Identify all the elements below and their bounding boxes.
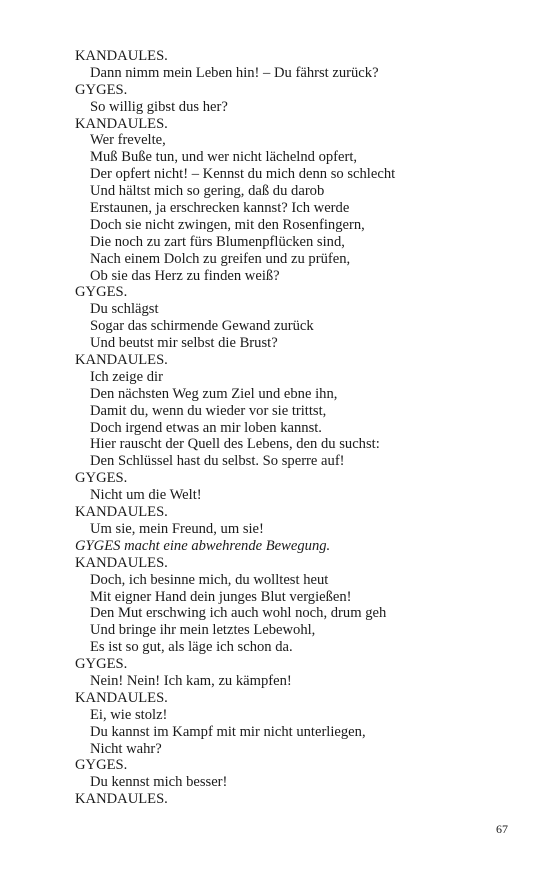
verse-line: Den Mut erschwing ich auch wohl noch, drum geh — [90, 605, 387, 622]
speaker-name: GYGES. — [75, 656, 128, 673]
verse-line: Nein! Nein! Ich kam, zu kämpfen! — [90, 672, 292, 689]
verse-line: Nach einem Dolch zu greifen und zu prüfen, — [90, 250, 351, 267]
speaker-name: GYGES. — [75, 757, 128, 774]
stage-direction: macht eine abwehrende Bewegung. — [124, 537, 331, 554]
verse-line: Nicht um die Welt! — [90, 487, 202, 504]
verse-line: Dann nimm mein Leben hin! – Du fährst zurück? — [90, 64, 379, 81]
speaker-name: KANDAULES. — [75, 689, 168, 706]
verse-line: Hier rauscht der Quell des Lebens, den du suchst: — [90, 436, 380, 453]
speaker-name: GYGES — [75, 537, 121, 554]
verse-line: Den Schlüssel hast du selbst. So sperre auf! — [90, 453, 345, 470]
speaker-name: GYGES. — [75, 284, 128, 301]
verse-line: Ob sie das Herz zu finden weiß? — [90, 267, 280, 284]
speaker-name: KANDAULES. — [75, 115, 168, 132]
speaker-name: GYGES. — [75, 470, 128, 487]
verse-line: Nicht wahr? — [90, 740, 162, 757]
verse-line: Erstaunen, ja erschrecken kannst? Ich werde — [90, 200, 350, 217]
verse-line: Den nächsten Weg zum Ziel und ebne ihn, — [90, 385, 338, 402]
verse-line: Du kennst mich besser! — [90, 774, 228, 791]
verse-line: Ei, wie stolz! — [90, 706, 168, 723]
stage-direction-line — [75, 538, 515, 555]
verse-line: Doch, ich besinne mich, du wolltest heut — [90, 571, 329, 588]
verse-line: Doch sie nicht zwingen, mit den Rosenfingern, — [90, 216, 365, 233]
verse-line: Du kannst im Kampf mit mir nicht unterliegen, — [90, 723, 366, 740]
verse-line: Du schlägst — [90, 301, 159, 318]
speaker-name: KANDAULES. — [75, 791, 168, 808]
speaker-name: KANDAULES. — [75, 48, 168, 64]
speaker-name: KANDAULES. — [75, 352, 168, 369]
verse-line: So willig gibst dus her? — [90, 98, 228, 115]
verse-line: Mit eigner Hand dein junges Blut vergießen! — [90, 588, 352, 605]
verse-line: Ich zeige dir — [90, 368, 163, 385]
verse-line: Und hältst mich so gering, daß du darob — [90, 183, 325, 200]
speaker-name: GYGES. — [75, 81, 128, 98]
verse-line: Wer frevelte, — [90, 132, 166, 149]
verse-line: Und bringe ihr mein letztes Lebewohl, — [90, 622, 316, 639]
drama-text — [75, 48, 515, 808]
verse-line: Der opfert nicht! – Kennst du mich denn so schlecht — [90, 166, 396, 183]
verse-line: Sogar das schirmende Gewand zurück — [90, 318, 314, 335]
verse-line: Und beutst mir selbst die Brust? — [90, 335, 278, 352]
verse-line: Doch irgend etwas an mir loben kannst. — [90, 419, 322, 436]
verse-line: Damit du, wenn du wieder vor sie trittst, — [90, 402, 327, 419]
speaker-name: KANDAULES. — [75, 504, 168, 521]
verse-line: Um sie, mein Freund, um sie! — [90, 520, 264, 537]
page-number: 67 — [496, 822, 508, 836]
verse-line: Muß Buße tun, und wer nicht lächelnd opfert, — [90, 149, 358, 166]
verse-line: Die noch zu zart fürs Blumenpflücken sind, — [90, 233, 345, 250]
speaker-name: KANDAULES. — [75, 554, 168, 571]
verse-line: Es ist so gut, als läge ich schon da. — [90, 639, 293, 656]
